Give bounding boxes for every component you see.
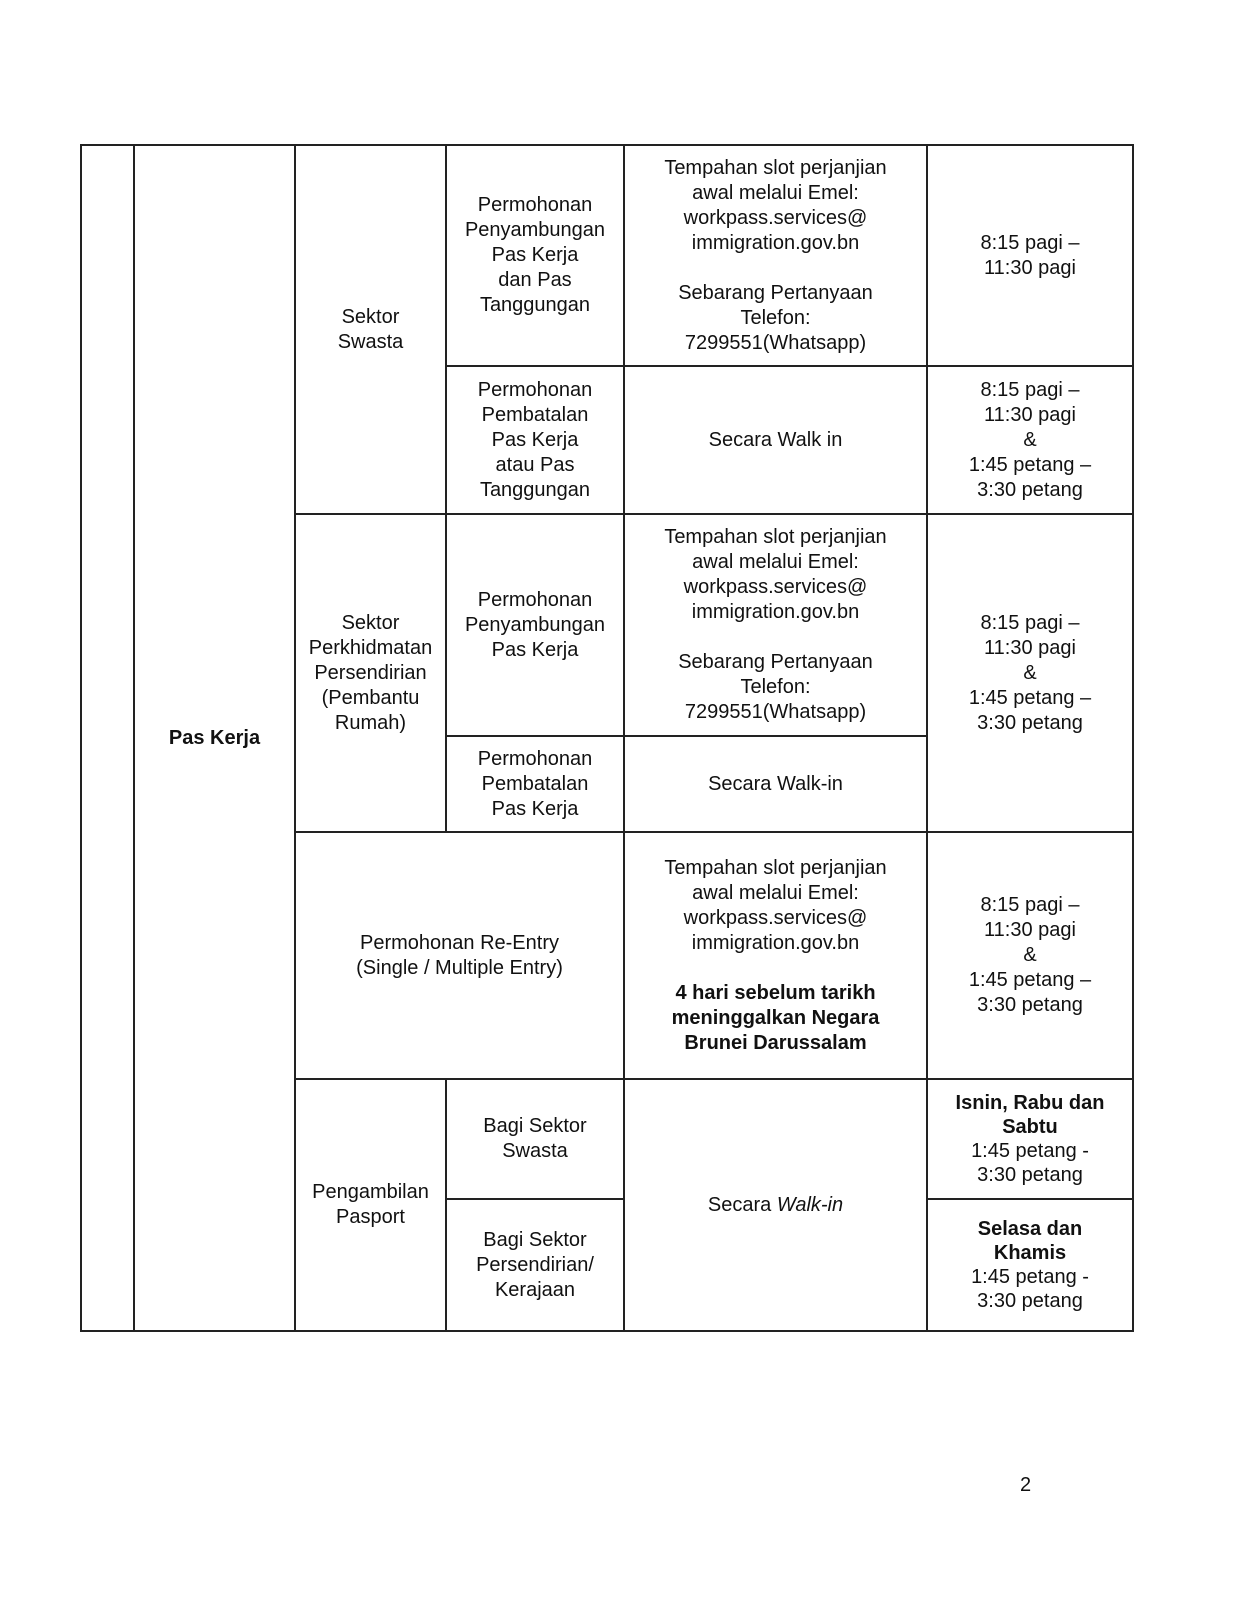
perkhidmatan-extension-phone: Sebarang Pertanyaan Telefon: 7299551(Whatsapp) xyxy=(678,651,873,723)
perkhidmatan-extension-email: Tempahan slot perjanjian awal melalui Emel: workpass.services@ immigration.gov.bn xyxy=(664,526,887,623)
method-cell xyxy=(624,366,927,514)
perkhidmatan-cancellation-service: Permohonan Pembatalan Pas Kerja xyxy=(477,747,593,820)
service-cell xyxy=(446,145,624,366)
passport-persendirian-service: Bagi Sektor Persendirian/ Kerajaan xyxy=(476,1228,594,1301)
hours-cell xyxy=(927,514,1133,832)
schedule-table xyxy=(80,144,1134,1332)
swasta-extension-phone: Sebarang Pertanyaan Telefon: 7299551(Whatsapp) xyxy=(678,281,873,354)
category-label: Pas Kerja xyxy=(168,726,261,749)
service-cell xyxy=(446,366,624,514)
perkhidmatan-hours: 8:15 pagi – 11:30 pagi & 1:45 petang – 3:30 petang xyxy=(968,611,1092,734)
method-cell xyxy=(624,514,927,736)
hours-cell xyxy=(927,1079,1133,1199)
sector-cell xyxy=(295,514,446,832)
perkhidmatan-cancellation-method: Secara Walk-in xyxy=(708,772,843,795)
service-cell xyxy=(446,514,624,736)
hours-cell xyxy=(927,1199,1133,1331)
method-cell xyxy=(624,736,927,832)
method-cell xyxy=(624,145,927,366)
passport-swasta-hours: 1:45 petang - 3:30 petang xyxy=(971,1140,1089,1186)
service-cell xyxy=(446,736,624,832)
passport-sector-label: Pengambilan Pasport xyxy=(312,1181,429,1228)
swasta-cancellation-service: Permohonan Pembatalan Pas Kerja atau Pas Tanggungan xyxy=(477,378,593,501)
service-cell xyxy=(446,1199,624,1331)
passport-persendirian-days: Selasa dan Khamis xyxy=(977,1218,1083,1264)
method-cell xyxy=(624,832,927,1079)
sector-swasta-label: Sektor Swasta xyxy=(337,305,404,353)
service-cell xyxy=(446,1079,624,1199)
sector-perkhidmatan-label: Sektor Perkhidmatan Persendirian (Pembantu Rumah) xyxy=(308,611,433,734)
reentry-service-cell xyxy=(295,832,624,1079)
category-cell xyxy=(134,145,295,1331)
perkhidmatan-extension-service: Permohonan Penyambungan Pas Kerja xyxy=(464,588,606,661)
swasta-extension-email: Tempahan slot perjanjian awal melalui Emel: workpass.services@ immigration.gov.bn xyxy=(664,156,887,254)
passport-swasta-days: Isnin, Rabu dan Sabtu xyxy=(955,1092,1105,1138)
swasta-cancellation-hours: 8:15 pagi – 11:30 pagi & 1:45 petang – 3:30 petang xyxy=(968,378,1092,501)
swasta-extension-service: Permohonan Penyambungan Pas Kerja dan Pas Tanggungan xyxy=(464,194,606,316)
passport-swasta-service: Bagi Sektor Swasta xyxy=(483,1115,587,1162)
hours-cell xyxy=(927,145,1133,366)
passport-method-walkin: Walk-in xyxy=(776,1193,844,1216)
method-cell xyxy=(624,1079,927,1331)
sector-cell xyxy=(295,145,446,514)
reentry-email: Tempahan slot perjanjian awal melalui Emel: workpass.services@ immigration.gov.bn xyxy=(664,856,887,954)
hours-cell xyxy=(927,366,1133,514)
hours-cell xyxy=(927,832,1133,1079)
sector-cell xyxy=(295,1079,446,1331)
swasta-extension-hours: 8:15 pagi – 11:30 pagi xyxy=(980,231,1080,279)
passport-persendirian-hours: 1:45 petang - 3:30 petang xyxy=(971,1266,1089,1312)
number-cell xyxy=(81,145,134,1331)
passport-method-prefix: Secara xyxy=(707,1193,777,1216)
page-number: 2 xyxy=(1020,1474,1032,1496)
reentry-hours: 8:15 pagi – 11:30 pagi & 1:45 petang – 3:30 petang xyxy=(968,894,1092,1016)
swasta-cancellation-method: Secara Walk in xyxy=(708,428,843,451)
reentry-service: Permohonan Re-Entry (Single / Multiple Entry) xyxy=(356,931,563,979)
reentry-note: 4 hari sebelum tarikh meninggalkan Negara Brunei Darussalam xyxy=(671,981,880,1054)
